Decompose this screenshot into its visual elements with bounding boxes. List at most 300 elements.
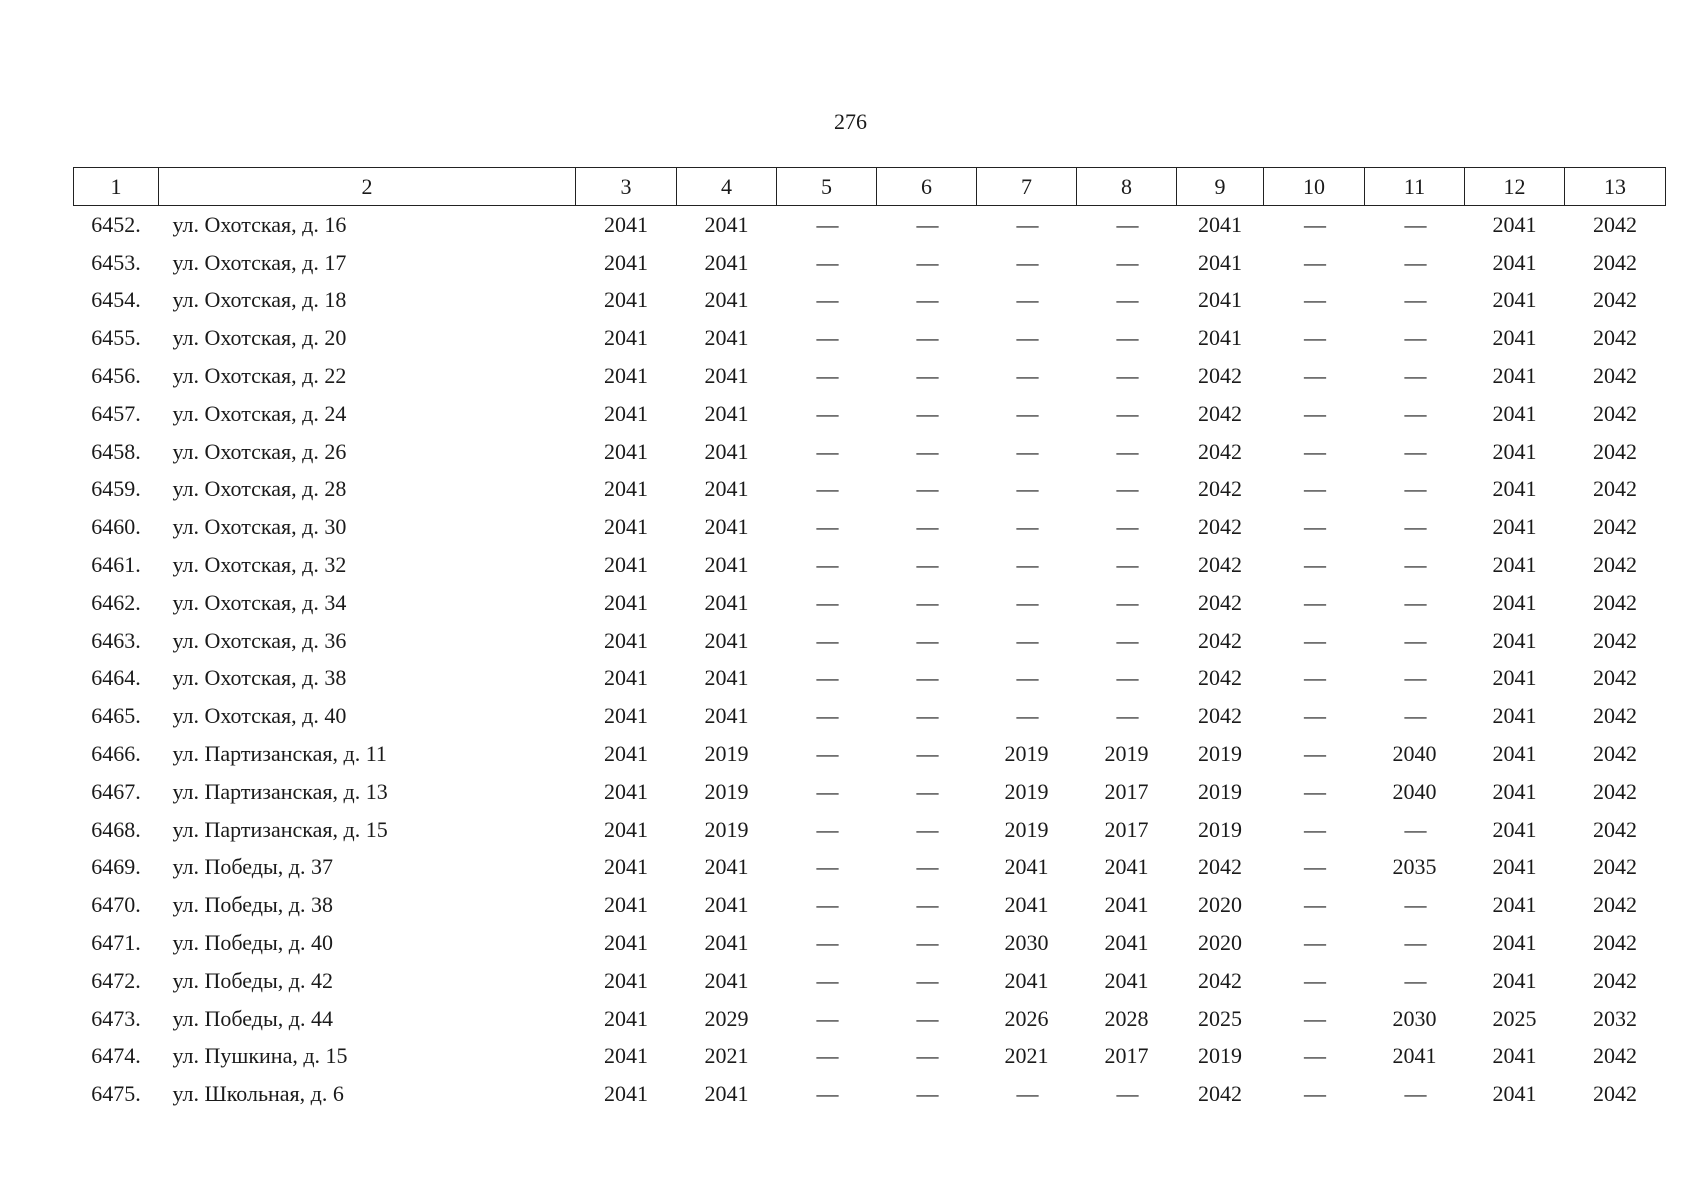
dash-cell: — xyxy=(916,703,937,729)
dash-cell: — xyxy=(1304,363,1324,389)
year-cell: 2019 xyxy=(1198,741,1242,767)
row-number: 6454. xyxy=(91,287,141,313)
dash-cell: — xyxy=(1304,892,1324,918)
dash-cell: — xyxy=(816,249,837,275)
year-cell: 2041 xyxy=(1492,854,1537,880)
dash-cell: — xyxy=(916,589,937,615)
address-cell: ул. Охотская, д. 38 xyxy=(172,665,347,691)
dash-cell: — xyxy=(1304,665,1324,691)
address-cell: ул. Охотская, д. 28 xyxy=(172,476,347,502)
dash-cell: — xyxy=(816,854,837,880)
dash-cell: — xyxy=(1404,816,1425,842)
row-number: 6455. xyxy=(91,325,141,351)
year-cell: 2019 xyxy=(1198,816,1242,842)
column-header-2: 2 xyxy=(159,168,576,206)
year-cell: 2042 xyxy=(1198,438,1242,464)
dash-cell: — xyxy=(1404,287,1425,313)
dash-cell: — xyxy=(916,514,937,540)
year-cell: 2041 xyxy=(604,892,648,918)
dash-cell: — xyxy=(1304,778,1324,804)
row-number: 6456. xyxy=(91,363,141,389)
dash-cell: — xyxy=(1304,589,1324,615)
year-cell: 2041 xyxy=(1104,892,1149,918)
year-cell: 2041 xyxy=(1492,703,1537,729)
row-number: 6472. xyxy=(91,967,141,993)
dash-cell: — xyxy=(1404,249,1425,275)
dash-cell: — xyxy=(1116,627,1137,653)
row-number: 6458. xyxy=(91,438,141,464)
dash-cell: — xyxy=(1304,967,1324,993)
year-cell: 2041 xyxy=(604,552,648,578)
year-cell: 2041 xyxy=(704,211,749,237)
dash-cell: — xyxy=(916,400,937,426)
dash-cell: — xyxy=(916,249,937,275)
row-number: 6465. xyxy=(91,703,141,729)
dash-cell: — xyxy=(816,400,837,426)
dash-cell: — xyxy=(1016,438,1037,464)
dash-cell: — xyxy=(1404,438,1425,464)
year-cell: 2041 xyxy=(704,249,749,275)
dash-cell: — xyxy=(816,287,837,313)
dash-cell: — xyxy=(1304,703,1324,729)
dash-cell: — xyxy=(1404,363,1425,389)
dash-cell: — xyxy=(1116,589,1137,615)
year-cell: 2025 xyxy=(1198,1005,1242,1031)
dash-cell: — xyxy=(816,1005,837,1031)
year-cell: 2035 xyxy=(1392,854,1437,880)
address-cell: ул. Победы, д. 38 xyxy=(172,892,333,918)
dash-cell: — xyxy=(1404,211,1425,237)
dash-cell: — xyxy=(916,438,937,464)
dash-cell: — xyxy=(1116,287,1137,313)
year-cell: 2041 xyxy=(704,1081,749,1107)
year-cell: 2042 xyxy=(1593,589,1637,615)
column-header-7: 7 xyxy=(977,168,1077,206)
dash-cell: — xyxy=(1404,967,1425,993)
year-cell: 2041 xyxy=(1492,514,1537,540)
dash-cell: — xyxy=(816,514,837,540)
dash-cell: — xyxy=(916,287,937,313)
year-cell: 2041 xyxy=(704,476,749,502)
table-row xyxy=(74,1075,1666,1113)
address-cell: ул. Охотская, д. 18 xyxy=(172,287,347,313)
year-cell: 2026 xyxy=(1004,1005,1049,1031)
year-cell: 2017 xyxy=(1104,778,1149,804)
dash-cell: — xyxy=(1016,211,1037,237)
dash-cell: — xyxy=(916,363,937,389)
dash-cell: — xyxy=(916,211,937,237)
dash-cell: — xyxy=(1404,930,1425,956)
year-cell: 2041 xyxy=(1004,892,1049,918)
table-row xyxy=(74,395,1666,433)
dash-cell: — xyxy=(1016,476,1037,502)
table-row xyxy=(74,546,1666,584)
year-cell: 2042 xyxy=(1198,665,1242,691)
year-cell: 2041 xyxy=(604,627,648,653)
dash-cell: — xyxy=(1404,1081,1425,1107)
year-cell: 2041 xyxy=(1492,930,1537,956)
row-number: 6460. xyxy=(91,514,141,540)
dash-cell: — xyxy=(1404,325,1425,351)
year-cell: 2041 xyxy=(604,1081,648,1107)
year-cell: 2041 xyxy=(1492,1081,1537,1107)
row-number: 6474. xyxy=(91,1043,141,1069)
year-cell: 2042 xyxy=(1593,476,1637,502)
year-cell: 2041 xyxy=(1492,400,1537,426)
dash-cell: — xyxy=(816,741,837,767)
dash-cell: — xyxy=(1404,589,1425,615)
dash-cell: — xyxy=(816,665,837,691)
address-cell: ул. Охотская, д. 40 xyxy=(172,703,347,729)
dash-cell: — xyxy=(816,703,837,729)
dash-cell: — xyxy=(1116,514,1137,540)
year-cell: 2041 xyxy=(1004,967,1049,993)
dash-cell: — xyxy=(1304,514,1324,540)
dash-cell: — xyxy=(1116,476,1137,502)
year-cell: 2017 xyxy=(1104,1043,1149,1069)
table-row xyxy=(74,319,1666,357)
year-cell: 2041 xyxy=(704,627,749,653)
table-row xyxy=(74,660,1666,698)
year-cell: 2041 xyxy=(1104,854,1149,880)
dash-cell: — xyxy=(916,552,937,578)
table-row xyxy=(74,584,1666,622)
year-cell: 2041 xyxy=(604,854,648,880)
table-row xyxy=(74,735,1666,773)
dash-cell: — xyxy=(1116,211,1137,237)
year-cell: 2041 xyxy=(604,249,648,275)
dash-cell: — xyxy=(1116,1081,1137,1107)
year-cell: 2042 xyxy=(1198,967,1242,993)
row-number: 6468. xyxy=(91,816,141,842)
dash-cell: — xyxy=(916,816,937,842)
dash-cell: — xyxy=(916,476,937,502)
dash-cell: — xyxy=(916,854,937,880)
year-cell: 2041 xyxy=(704,287,749,313)
column-header-6: 6 xyxy=(877,168,977,206)
table-row xyxy=(74,357,1666,395)
row-number: 6467. xyxy=(91,778,141,804)
address-cell: ул. Охотская, д. 36 xyxy=(172,627,347,653)
year-cell: 2041 xyxy=(604,778,648,804)
year-cell: 2041 xyxy=(604,400,648,426)
year-cell: 2020 xyxy=(1198,930,1242,956)
year-cell: 2042 xyxy=(1593,438,1637,464)
year-cell: 2041 xyxy=(704,854,749,880)
dash-cell: — xyxy=(816,930,837,956)
year-cell: 2041 xyxy=(604,363,648,389)
table-row xyxy=(74,849,1666,887)
year-cell: 2041 xyxy=(704,589,749,615)
column-header-1: 1 xyxy=(74,168,159,206)
year-cell: 2041 xyxy=(1492,892,1537,918)
year-cell: 2042 xyxy=(1593,514,1637,540)
row-number: 6471. xyxy=(91,930,141,956)
dash-cell: — xyxy=(1016,400,1037,426)
dash-cell: — xyxy=(916,930,937,956)
dash-cell: — xyxy=(816,1043,837,1069)
address-cell: ул. Победы, д. 40 xyxy=(172,930,333,956)
page-number: 276 xyxy=(834,109,867,134)
row-number: 6453. xyxy=(91,249,141,275)
year-cell: 2041 xyxy=(704,967,749,993)
table-row xyxy=(74,622,1666,660)
address-cell: ул. Охотская, д. 24 xyxy=(172,400,347,426)
dash-cell: — xyxy=(916,892,937,918)
dash-cell: — xyxy=(916,627,937,653)
header-row xyxy=(74,168,1666,206)
dash-cell: — xyxy=(1404,400,1425,426)
year-cell: 2021 xyxy=(1004,1043,1049,1069)
dash-cell: — xyxy=(1016,363,1037,389)
year-cell: 2041 xyxy=(1104,930,1149,956)
column-header-11: 11 xyxy=(1365,168,1465,206)
address-cell: ул. Охотская, д. 32 xyxy=(172,552,347,578)
dash-cell: — xyxy=(816,325,837,351)
year-cell: 2042 xyxy=(1593,1043,1637,1069)
year-cell: 2041 xyxy=(704,703,749,729)
dash-cell: — xyxy=(816,778,837,804)
year-cell: 2042 xyxy=(1593,627,1637,653)
column-header-9: 9 xyxy=(1177,168,1264,206)
dash-cell: — xyxy=(816,816,837,842)
year-cell: 2042 xyxy=(1198,514,1242,540)
table-row xyxy=(74,282,1666,320)
row-number: 6466. xyxy=(91,741,141,767)
year-cell: 2042 xyxy=(1593,741,1637,767)
address-cell: ул. Охотская, д. 34 xyxy=(172,589,347,615)
dash-cell: — xyxy=(1304,400,1324,426)
year-cell: 2041 xyxy=(1492,211,1537,237)
address-cell: ул. Победы, д. 42 xyxy=(172,967,333,993)
row-number: 6463. xyxy=(91,627,141,653)
year-cell: 2040 xyxy=(1392,778,1437,804)
dash-cell: — xyxy=(1304,1005,1324,1031)
year-cell: 2041 xyxy=(704,892,749,918)
year-cell: 2041 xyxy=(604,1005,648,1031)
year-cell: 2042 xyxy=(1593,363,1637,389)
year-cell: 2041 xyxy=(1198,325,1242,351)
year-cell: 2041 xyxy=(604,665,648,691)
row-number: 6475. xyxy=(91,1081,141,1107)
dash-cell: — xyxy=(1304,1081,1324,1107)
year-cell: 2019 xyxy=(1198,778,1242,804)
dash-cell: — xyxy=(1016,589,1037,615)
year-cell: 2041 xyxy=(604,438,648,464)
year-cell: 2041 xyxy=(1492,249,1537,275)
table-body xyxy=(74,206,1666,1114)
table-row xyxy=(74,773,1666,811)
dash-cell: — xyxy=(1016,627,1037,653)
dash-cell: — xyxy=(1016,514,1037,540)
year-cell: 2032 xyxy=(1593,1005,1637,1031)
row-number: 6462. xyxy=(91,589,141,615)
year-cell: 2041 xyxy=(704,930,749,956)
year-cell: 2041 xyxy=(1492,287,1537,313)
year-cell: 2041 xyxy=(704,363,749,389)
dash-cell: — xyxy=(1304,249,1324,275)
year-cell: 2042 xyxy=(1593,1081,1637,1107)
dash-cell: — xyxy=(1304,741,1324,767)
dash-cell: — xyxy=(1116,438,1137,464)
dash-cell: — xyxy=(1304,627,1324,653)
dash-cell: — xyxy=(1404,703,1425,729)
year-cell: 2042 xyxy=(1593,854,1637,880)
column-header-3: 3 xyxy=(576,168,677,206)
year-cell: 2042 xyxy=(1593,665,1637,691)
dash-cell: — xyxy=(816,627,837,653)
year-cell: 2042 xyxy=(1198,476,1242,502)
row-number: 6473. xyxy=(91,1005,141,1031)
dash-cell: — xyxy=(1404,552,1425,578)
year-cell: 2041 xyxy=(604,816,648,842)
year-cell: 2041 xyxy=(704,325,749,351)
year-cell: 2019 xyxy=(704,778,749,804)
address-cell: ул. Партизанская, д. 15 xyxy=(172,816,388,842)
table-row xyxy=(74,886,1666,924)
year-cell: 2041 xyxy=(1492,552,1537,578)
dash-cell: — xyxy=(1016,287,1037,313)
year-cell: 2042 xyxy=(1198,363,1242,389)
dash-cell: — xyxy=(1116,400,1137,426)
year-cell: 2041 xyxy=(1492,627,1537,653)
year-cell: 2041 xyxy=(704,552,749,578)
dash-cell: — xyxy=(1304,930,1324,956)
year-cell: 2040 xyxy=(1392,741,1437,767)
year-cell: 2042 xyxy=(1593,552,1637,578)
dash-cell: — xyxy=(1404,514,1425,540)
table-row xyxy=(74,1038,1666,1076)
dash-cell: — xyxy=(916,741,937,767)
column-header-12: 12 xyxy=(1465,168,1565,206)
year-cell: 2041 xyxy=(604,589,648,615)
year-cell: 2042 xyxy=(1593,325,1637,351)
year-cell: 2042 xyxy=(1593,249,1637,275)
dash-cell: — xyxy=(816,892,837,918)
dash-cell: — xyxy=(1304,287,1324,313)
address-cell: ул. Пушкина, д. 15 xyxy=(172,1043,348,1069)
table-row xyxy=(74,962,1666,1000)
address-cell: ул. Победы, д. 37 xyxy=(172,854,333,880)
year-cell: 2041 xyxy=(1492,778,1537,804)
year-cell: 2019 xyxy=(1004,816,1049,842)
year-cell: 2042 xyxy=(1198,627,1242,653)
dash-cell: — xyxy=(816,967,837,993)
year-cell: 2020 xyxy=(1198,892,1242,918)
column-header-4: 4 xyxy=(677,168,777,206)
year-cell: 2041 xyxy=(1492,325,1537,351)
address-cell: ул. Охотская, д. 20 xyxy=(172,325,347,351)
column-header-13: 13 xyxy=(1565,168,1666,206)
year-cell: 2030 xyxy=(1004,930,1049,956)
year-cell: 2019 xyxy=(1004,778,1049,804)
dash-cell: — xyxy=(916,325,937,351)
table-row xyxy=(74,811,1666,849)
year-cell: 2041 xyxy=(1492,741,1537,767)
year-cell: 2041 xyxy=(1104,967,1149,993)
dash-cell: — xyxy=(1016,249,1037,275)
dash-cell: — xyxy=(1304,1043,1324,1069)
dash-cell: — xyxy=(916,1043,937,1069)
address-cell: ул. Партизанская, д. 11 xyxy=(172,741,387,767)
year-cell: 2042 xyxy=(1198,589,1242,615)
year-cell: 2041 xyxy=(604,1043,648,1069)
table-row xyxy=(74,471,1666,509)
table-row xyxy=(74,697,1666,735)
year-cell: 2041 xyxy=(1492,589,1537,615)
year-cell: 2041 xyxy=(1492,665,1537,691)
table-row xyxy=(74,924,1666,962)
address-cell: ул. Охотская, д. 17 xyxy=(172,249,347,275)
table-row xyxy=(74,1000,1666,1038)
year-cell: 2041 xyxy=(604,930,648,956)
year-cell: 2042 xyxy=(1593,703,1637,729)
row-number: 6459. xyxy=(91,476,141,502)
dash-cell: — xyxy=(816,363,837,389)
year-cell: 2042 xyxy=(1198,854,1242,880)
table-row xyxy=(74,206,1666,244)
year-cell: 2042 xyxy=(1593,400,1637,426)
address-cell: ул. Охотская, д. 22 xyxy=(172,363,347,389)
dash-cell: — xyxy=(916,665,937,691)
year-cell: 2029 xyxy=(704,1005,749,1031)
year-cell: 2041 xyxy=(704,400,749,426)
row-number: 6452. xyxy=(91,211,141,237)
dash-cell: — xyxy=(1304,476,1324,502)
dash-cell: — xyxy=(1304,854,1324,880)
year-cell: 2041 xyxy=(1198,287,1242,313)
row-number: 6457. xyxy=(91,400,141,426)
dash-cell: — xyxy=(1016,325,1037,351)
address-cell: ул. Школьная, д. 6 xyxy=(172,1081,344,1107)
year-cell: 2042 xyxy=(1593,930,1637,956)
dash-cell: — xyxy=(1016,552,1037,578)
year-cell: 2041 xyxy=(1492,1043,1537,1069)
column-header-5: 5 xyxy=(777,168,877,206)
address-cell: ул. Охотская, д. 30 xyxy=(172,514,347,540)
dash-cell: — xyxy=(1304,438,1324,464)
dash-cell: — xyxy=(1304,325,1324,351)
table-row xyxy=(74,433,1666,471)
row-number: 6469. xyxy=(91,854,141,880)
dash-cell: — xyxy=(1116,363,1137,389)
year-cell: 2042 xyxy=(1593,892,1637,918)
dash-cell: — xyxy=(816,438,837,464)
year-cell: 2041 xyxy=(604,287,648,313)
year-cell: 2041 xyxy=(604,514,648,540)
dash-cell: — xyxy=(1016,703,1037,729)
dash-cell: — xyxy=(816,211,837,237)
dash-cell: — xyxy=(1016,665,1037,691)
dash-cell: — xyxy=(1116,703,1137,729)
year-cell: 2041 xyxy=(604,967,648,993)
data-table xyxy=(73,167,1666,1113)
row-number: 6461. xyxy=(91,552,141,578)
year-cell: 2041 xyxy=(604,211,648,237)
year-cell: 2019 xyxy=(1004,741,1049,767)
year-cell: 2042 xyxy=(1593,778,1637,804)
dash-cell: — xyxy=(1116,325,1137,351)
dash-cell: — xyxy=(1116,665,1137,691)
year-cell: 2041 xyxy=(604,703,648,729)
table-header xyxy=(74,168,1666,206)
year-cell: 2042 xyxy=(1593,287,1637,313)
dash-cell: — xyxy=(1116,552,1137,578)
year-cell: 2042 xyxy=(1198,703,1242,729)
dash-cell: — xyxy=(1116,249,1137,275)
address-cell: ул. Победы, д. 44 xyxy=(172,1005,333,1031)
dash-cell: — xyxy=(816,589,837,615)
